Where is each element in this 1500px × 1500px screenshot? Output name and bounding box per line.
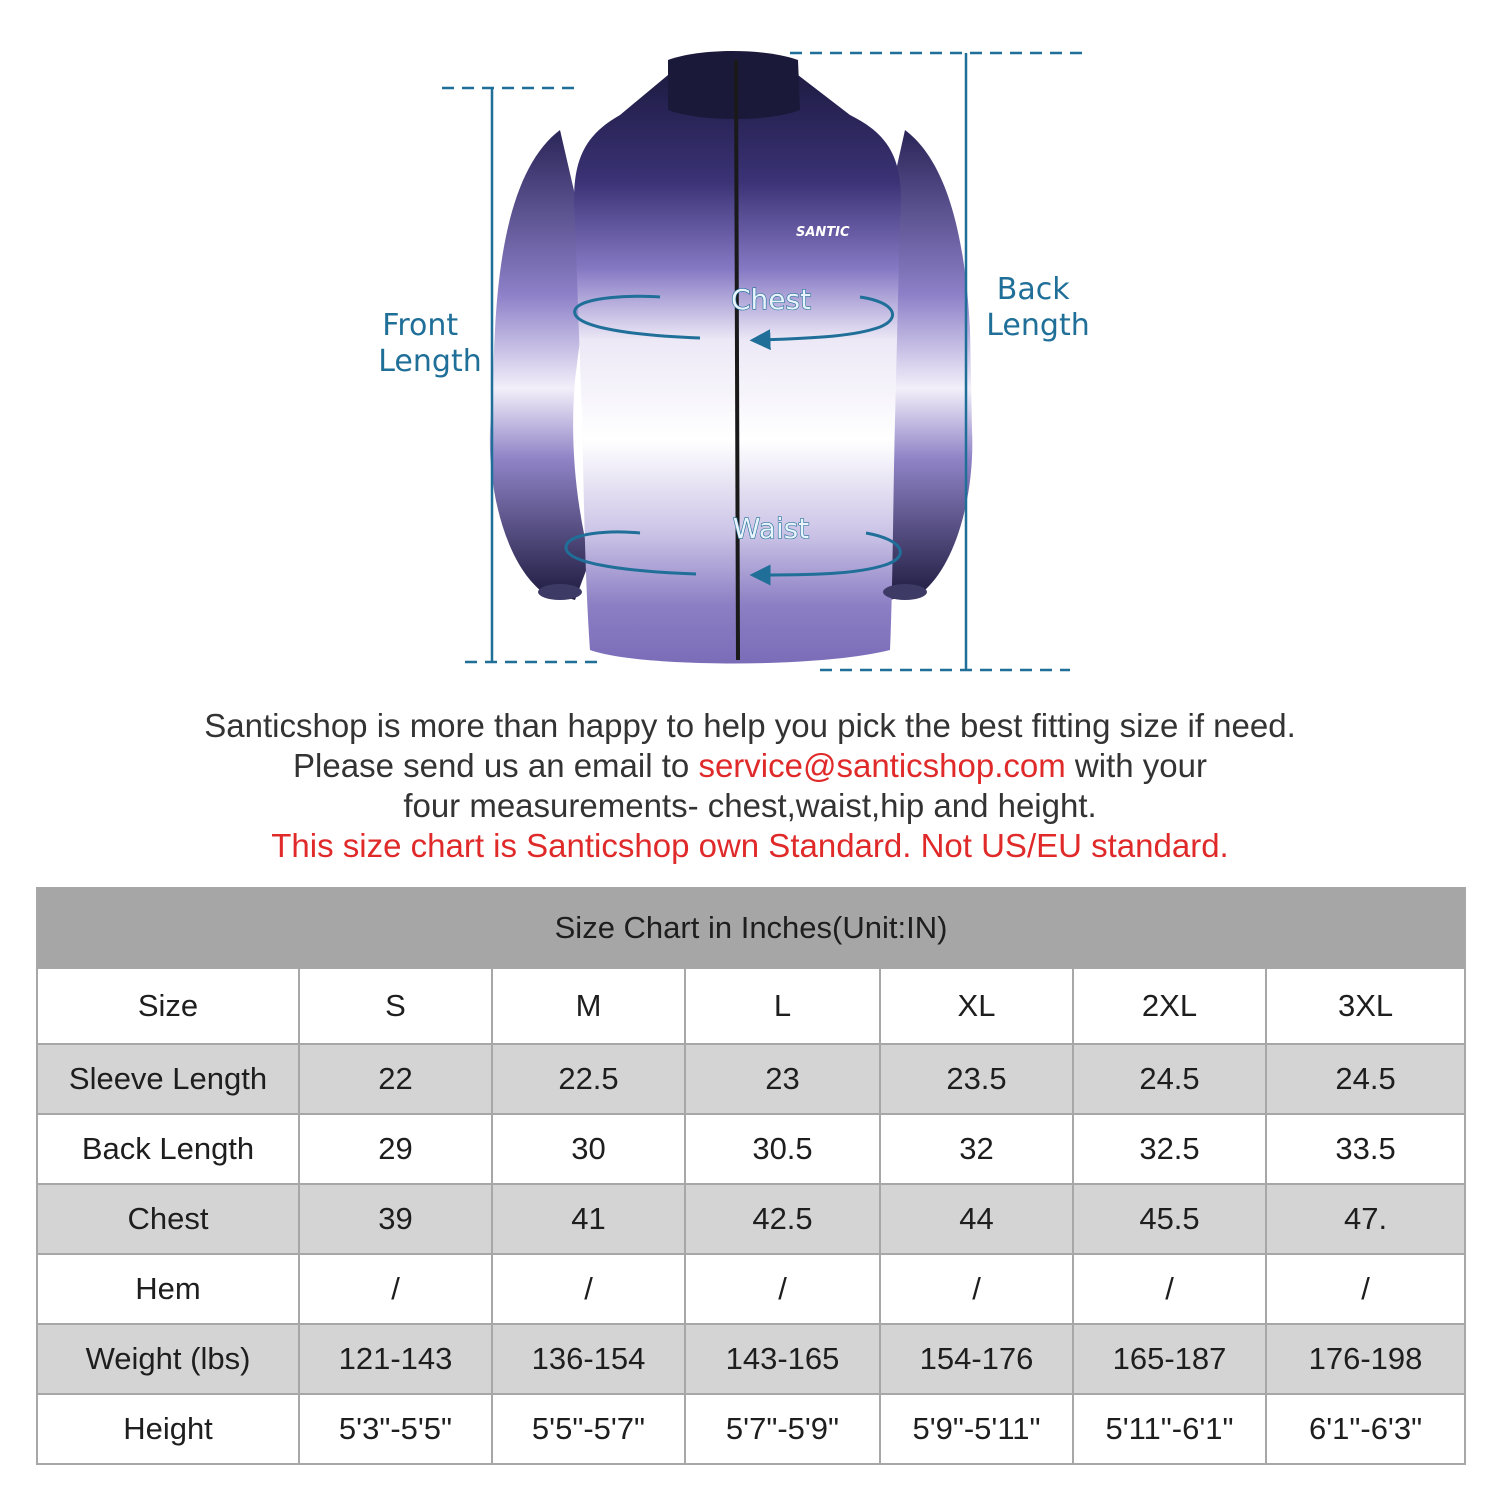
right-cuff xyxy=(883,584,927,600)
table-cell: 121-143 xyxy=(299,1324,492,1394)
table-row xyxy=(37,1254,1465,1324)
size-header-3xl: 3XL xyxy=(1266,968,1465,1044)
table-cell: / xyxy=(880,1254,1073,1324)
table-cell: 5'9"-5'11" xyxy=(880,1394,1073,1464)
table-cell: / xyxy=(1266,1254,1465,1324)
jacket-collar xyxy=(668,51,800,119)
table-cell: 47. xyxy=(1266,1184,1465,1254)
table-cell: 5'5"-5'7" xyxy=(492,1394,685,1464)
jacket-illustration xyxy=(490,51,972,664)
row-label: Height xyxy=(37,1394,299,1464)
help-line-2 xyxy=(0,746,1500,786)
table-cell: 30 xyxy=(492,1114,685,1184)
front-length-label: Front Length xyxy=(378,308,482,379)
table-cell: 165-187 xyxy=(1073,1324,1266,1394)
help-line-1: Santicshop is more than happy to help you pick the best fitting size if need. xyxy=(204,707,1296,744)
back-length-label: Back Length xyxy=(986,272,1090,343)
table-cell: 23.5 xyxy=(880,1044,1073,1114)
row-label: Weight (lbs) xyxy=(37,1324,299,1394)
size-header-l: L xyxy=(685,968,880,1044)
table-cell: 24.5 xyxy=(1073,1044,1266,1114)
jacket-measurement-diagram xyxy=(0,0,1500,700)
table-cell: 24.5 xyxy=(1266,1044,1465,1114)
table-cell: 33.5 xyxy=(1266,1114,1465,1184)
table-cell: 30.5 xyxy=(685,1114,880,1184)
table-cell: / xyxy=(299,1254,492,1324)
table-cell: 23 xyxy=(685,1044,880,1114)
table-cell: 176-198 xyxy=(1266,1324,1465,1394)
table-cell: / xyxy=(492,1254,685,1324)
size-header-m: M xyxy=(492,968,685,1044)
table-cell: 154-176 xyxy=(880,1324,1073,1394)
chest-label: Chest xyxy=(730,283,812,316)
table-cell: 5'11"-6'1" xyxy=(1073,1394,1266,1464)
service-email-link[interactable]: service@santicshop.com xyxy=(698,747,1066,784)
size-header-label: Size xyxy=(37,968,299,1044)
help-line-2-suffix: with your xyxy=(1065,747,1207,784)
table-cell: 29 xyxy=(299,1114,492,1184)
table-cell: 5'7"-5'9" xyxy=(685,1394,880,1464)
table-cell: / xyxy=(685,1254,880,1324)
table-cell: 44 xyxy=(880,1184,1073,1254)
jacket-zipper xyxy=(736,60,738,660)
size-header-s: S xyxy=(299,968,492,1044)
table-cell: 6'1"-6'3" xyxy=(1266,1394,1465,1464)
table-cell: 22.5 xyxy=(492,1044,685,1114)
row-label: Sleeve Length xyxy=(37,1044,299,1114)
table-cell: 45.5 xyxy=(1073,1184,1266,1254)
table-row xyxy=(37,1044,1465,1114)
row-label: Back Length xyxy=(37,1114,299,1184)
size-header-xl: XL xyxy=(880,968,1073,1044)
table-cell: 32 xyxy=(880,1114,1073,1184)
left-cuff xyxy=(538,584,582,600)
table-cell: 22 xyxy=(299,1044,492,1114)
size-chart-table xyxy=(36,887,1466,1465)
table-row xyxy=(37,1184,1465,1254)
size-header-2xl: 2XL xyxy=(1073,968,1266,1044)
table-cell: 136-154 xyxy=(492,1324,685,1394)
row-label: Chest xyxy=(37,1184,299,1254)
table-row xyxy=(37,1114,1465,1184)
table-row xyxy=(37,1394,1465,1464)
standard-warning: This size chart is Santicshop own Standard. Not US/EU standard. xyxy=(271,827,1229,864)
table-cell: / xyxy=(1073,1254,1266,1324)
table-cell: 32.5 xyxy=(1073,1114,1266,1184)
table-cell: 39 xyxy=(299,1184,492,1254)
help-line-2-prefix: Please send us an email to xyxy=(293,747,699,784)
brand-logo: SANTIC xyxy=(796,225,850,240)
table-row xyxy=(37,1324,1465,1394)
table-cell: 143-165 xyxy=(685,1324,880,1394)
size-chart-title: Size Chart in Inches(Unit:IN) xyxy=(37,888,1465,968)
help-line-3: four measurements- chest,waist,hip and height. xyxy=(403,787,1097,824)
fit-help-notes xyxy=(0,706,1500,866)
waist-label: Waist xyxy=(732,512,810,545)
row-label: Hem xyxy=(37,1254,299,1324)
table-cell: 42.5 xyxy=(685,1184,880,1254)
table-cell: 41 xyxy=(492,1184,685,1254)
table-cell: 5'3"-5'5" xyxy=(299,1394,492,1464)
